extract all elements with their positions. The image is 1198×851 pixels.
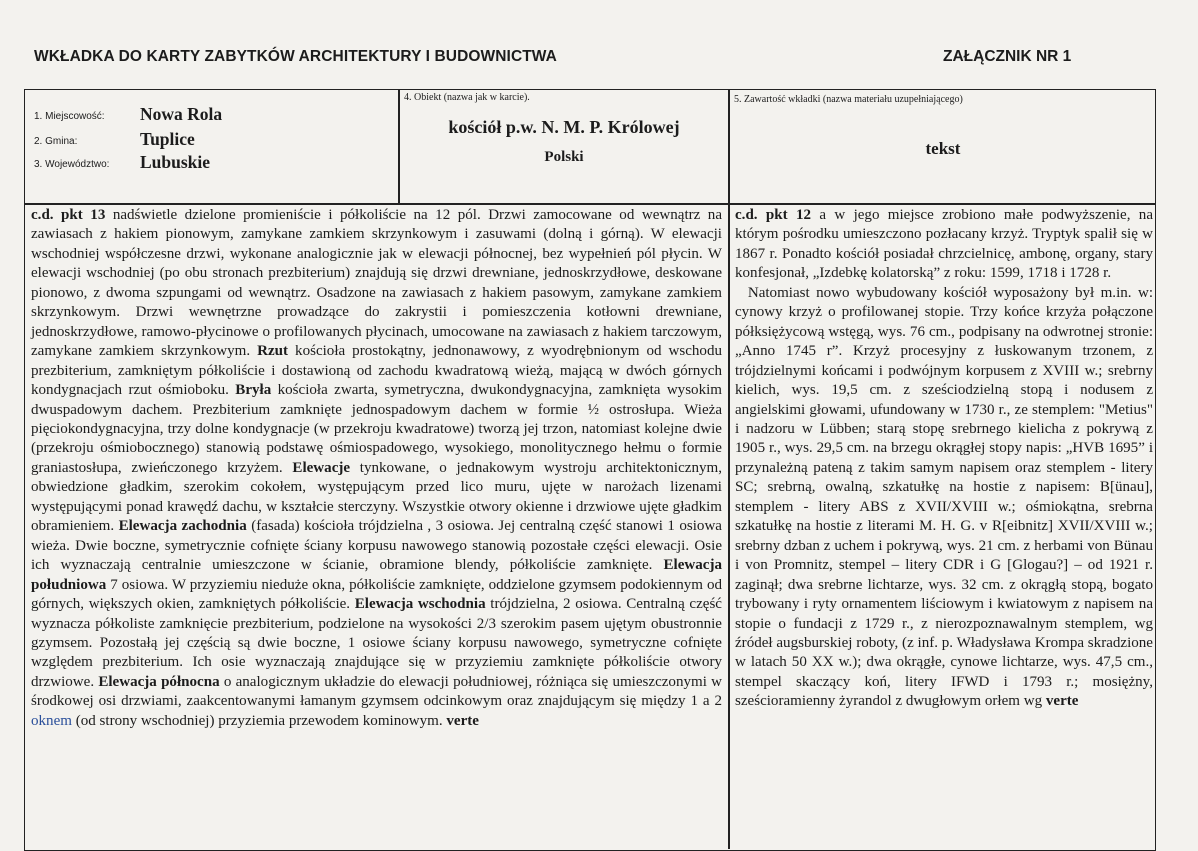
body-text: kościoła zwarta, symetryczna, dwukondygnacyjna, zamknięta wysokim dwuspadowym dachem. Prezbiterium zamknięte jednospadowym dachem w formie ½ ostrosłupa. Wieża pięciokondygnacyjna, trzy dolne kondygnacje (w przekroju kwadratowe) tworzą jej trzon, natomiast kolejne dwie (przekroju ośmiobocznego) stanowią podstawę ośmiospadowego, wysokiego, monolitycznego hełmu o formie graniastosłupa, zwieńczonego krzyżem. bbox=[31, 382, 722, 476]
object-name: kościół p.w. N. M. P. Królowej bbox=[448, 117, 680, 137]
content-value: tekst bbox=[925, 139, 961, 158]
commune-label: 2. Gmina: bbox=[34, 136, 78, 147]
emphasized-text: Elewacje bbox=[292, 459, 351, 476]
body-text: nadświetle dzielone promieniście i półkoliście na 12 pól. Drzwi zamocowane od wewnątrz na zawiasach z hakiem pionowym, zamykane zamkiem skrzynkowym i zasuwami (dolną i górną). W elewacji wschodniej współczesne drzwi, wykonane analogicznie jak w elewacji północnej, bez wypełnień pól płycin. W elewacji wschodniej (po obu stronach prezbiterium) znajdują się drzwi drewniane, jednoskrzydłowe, deskowane pionowo, z dwoma szpungami od wewnątrz. Osadzone na zawiasach z hakiem pasowym, zamykane zamkiem skrzynkowym. Drzwi wewnętrzne prowadzące do zakrystii i pomieszczenia kotłowni drewniane, jednoskrzydłowe, ramowo-płycinowe o profilowanych płycinach, umocowane na zawiasach z hakiem tarczowym, zamykane zamkiem skrzynkowym. bbox=[31, 207, 723, 360]
province-label: 3. Województwo: bbox=[34, 159, 110, 170]
town-value: Nowa Rola bbox=[140, 104, 223, 124]
body-text: trójdzielna, 2 osiowa. Centralną część wyznacza półkoliste zamknięcie prezbiterium, podzielone na wysokości 2/3 szerokim pasem ujętym obustronnie gzymsem. Pozostałą jej częścią są dwie boczne, 1 osiowe ściany korpusu nawowego, symetryczne cofnięte względem prezbiterium. Ich osie wyznaczają znajdujące się w przyziemiu zamknięte półkoliście otwory drzwiowe. bbox=[31, 596, 722, 690]
emphasized-text: Elewacja wschodnia bbox=[354, 596, 486, 613]
document-title: WKŁADKA DO KARTY ZABYTKÓW ARCHITEKTURY I BUDOWNICTWA bbox=[34, 48, 557, 65]
body-text: kościoła prostokątny, jednonawowy, z wyodrębnionym od wschodu prezbiterium, zamkniętym półkoliście i dostawioną od zachodu kwadratową wieżą, mającą w dwóch górnych kondygnacjach rzut ośmioboku. bbox=[31, 343, 722, 399]
body-text: tynkowane, o jednakowym wystroju architektonicznym, obwiedzione gładkim, szerokim cokołem, występującym przed lico muru, ujęte w narożach lizenami występującymi ponad krawędź dachu, w kształcie sterczyny. Wszystkie otwory okienne i drzwiowe ujęte gładkim obramieniem. bbox=[31, 459, 722, 535]
body-text: (od strony wschodniej) przyziemia przewodem kominowym. bbox=[71, 712, 447, 729]
body-text: Natomiast nowo wybudowany kościół wyposażony był m.in. w: cynowy krzyż o profilowanej stopie. Trzy końce krzyża połączone półksiężycową wstęgą, wys. 76 cm., podpisany na odwrotnej stronie: „Anno 1745 r”. Krzyż procesyjny z łuskowanym trzonem, z trójdzielnymi końcami i podwójnym korpusem z XVIII w.; srebrny kielich, wys. 19,5 cm. z sześciodzielną stopą i nodusem z angielskimi głowami, ufundowany w 1730 r., ze stemplem: "Metius" i nadzoru w Lübben; starą stopę srebrnego kielicha z pokrywą z 1905 r., wys. 29,5 cm. na brzegu okrągłej stopy napis: „HVB 1695” i przynależną pateną z takim samym napisem oraz stemplem - litery SC; srebrną, owalną, szkatułkę na hostie z napisem: B[ünau], stemplem - litery ABS z XVII/XVIII w.; ośmiokątna, srebrna szkatułkę na hostie z literami M. H. G. v R[eibnitz] XVII/XVIII w.; srebrny dzban z uchem i pokrywą, wys. 21 cm. z herbami von Bünau i von Promnitz, stempel – litery CDR i G [Glogau?] – od 1921 r. zaginął; dwa srebrne lichtarze, wys. 32 cm. z okrągłą stopą, bogato trybowany i ryty ornamentem liściowym i kwiatowym z napisem na stopie o fundacji z 1729 r., z nierozpoznawalnym stemplem, wg źródeł augsburskiej roboty, (z inf. p. Władysława Krompa skradzione w latach 50 XX w.); dwa okrągłe, cynowe lichtarze, wys. 47,5 cm., stempel skaczący koń, litery IFWD i 1793 r.; mosiężny, sześcioramienny żyrandol z dwugłowym orłem wg bbox=[735, 284, 1153, 710]
emphasized-text: Elewacja zachodnia bbox=[118, 518, 247, 535]
emphasized-text: Rzut bbox=[257, 343, 289, 360]
left-text-column bbox=[31, 206, 722, 731]
body-text: o analogicznym układzie do elewacji południowej, różniąca się umieszczonymi w środkowej osi drzwiami, zaakcentowanymi łamanym gzymsem odcinkowym oraz znajdującym się między 1 a 2 bbox=[31, 673, 722, 710]
body-text: oknem bbox=[31, 712, 72, 729]
emphasized-text: verte bbox=[446, 712, 479, 729]
body-text: (fasada) kościoła trójdzielna , 3 osiowa. Jej centralną część stanowi 1 osiowa wieża. Dwie boczne, symetrycznie cofnięte ściany korpusu nawowego stanowią pozostałe części elewacji. Osie ich wyznaczają centralnie umieszczone w ścianie, obramione blendy, półkoliście zamknięte. bbox=[31, 518, 722, 574]
emphasized-text: Elewacja południowa bbox=[31, 557, 722, 593]
emphasized-text: verte bbox=[1045, 693, 1079, 710]
object-label: 4. Obiekt (nazwa jak w karcie). bbox=[404, 92, 530, 103]
body-text: 7 osiowa. W przyziemiu nieduże okna, półkoliście zamknięte, oddzielone gzymsem podokiennym od górnych, większych okien, zamkniętych półkoliście. bbox=[31, 576, 722, 613]
right-text-column bbox=[735, 206, 1153, 712]
emphasized-text: Elewacja północna bbox=[98, 673, 220, 690]
annex-label: ZAŁĄCZNIK NR 1 bbox=[943, 48, 1072, 65]
emphasized-text: c.d. pkt 13 bbox=[31, 207, 106, 223]
divider-1 bbox=[398, 89, 400, 205]
body-text: a w jego miejsce zrobiono małe podwyższenie, na którym pośrodku umieszczono pozłacany krzyż. Tryptyk spalił się w 1867 r. Ponadto kościół posiadał chrzcielnicę, ambonę, organy, stary konfesjonał, „Izdebkę kolatorską” z roku: 1599, 1718 i 1728 r. bbox=[735, 207, 1153, 282]
emphasized-text: c.d. pkt 12 bbox=[735, 207, 812, 223]
emphasized-text: Bryła bbox=[235, 382, 272, 399]
province-value: Lubuskie bbox=[140, 152, 211, 172]
commune-value: Tuplice bbox=[140, 129, 195, 149]
object-name-line2: Polski bbox=[544, 149, 584, 165]
header-row-divider bbox=[24, 203, 1156, 205]
content-label: 5. Zawartość wkładki (nazwa materiału uzupełniającego) bbox=[734, 94, 963, 105]
town-label: 1. Miejscowość: bbox=[34, 111, 105, 122]
